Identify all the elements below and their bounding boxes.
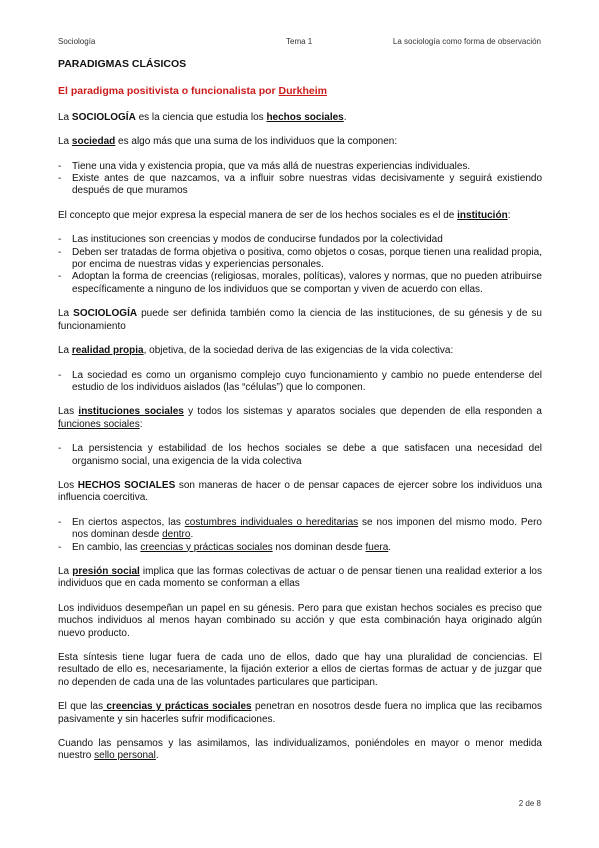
list-item xyxy=(58,517,542,542)
list-item: - Deben ser tratadas de forma objetiva o positiva, como objetos o cosas, porque tienen una realidad propia, por encima de nuestras vidas y experiencias personales. xyxy=(58,247,542,272)
header-topic: Tema 1 xyxy=(286,37,313,46)
paragraph-11 xyxy=(58,701,542,726)
p3-text-a: El concepto que mejor expresa la especial manera de ser de los hechos sociales es el de xyxy=(58,209,458,221)
subtitle-text: El paradigma positivista o funcionalista por xyxy=(58,85,279,98)
list-item xyxy=(58,542,542,554)
paragraph-4 xyxy=(58,308,542,333)
p1-text-c: es la ciencia que estudia los xyxy=(135,111,267,123)
list-item: - Existe antes de que nazcamos, va a influir sobre nuestras vidas decisivamente y seguirá existiendo después de que muramos xyxy=(58,173,542,198)
paragraph-12 xyxy=(58,738,542,763)
p1-text-a: La xyxy=(58,111,72,123)
paragraph-10: Esta síntesis tiene lugar fuera de cada uno de ellos, dado que hay una pluralidad de conciencias. El resultado de ello es, necesariamente, la fijación exterior a ellos de ciertas formas de actuar y de juzgar que no dependen de cada una de las voluntades particulares que participan. xyxy=(58,652,542,688)
p2-text-a: La xyxy=(58,136,72,148)
subtitle-author: Durkheim xyxy=(278,85,327,98)
paragraph-6 xyxy=(58,406,542,431)
section-subtitle xyxy=(58,85,542,97)
list-2 xyxy=(58,234,542,296)
p11-text-a: El que las xyxy=(58,701,104,713)
l5-2-text-e: . xyxy=(388,541,392,553)
paragraph-3 xyxy=(58,210,542,222)
list-4 xyxy=(58,443,542,468)
p12-text-c: . xyxy=(155,750,159,762)
l5-2-text-c: nos dominan desde xyxy=(272,541,366,553)
list-item: - La persistencia y estabilidad de los hechos sociales se debe a que satisfacen una necesidad del organismo social, una exigencia de la vida colectiva xyxy=(58,443,542,468)
l5-2-underlined: creencias y prácticas sociales xyxy=(140,541,273,553)
page-number: 2 de 8 xyxy=(518,799,541,808)
p4-text-a: La xyxy=(58,308,74,320)
p5-text-c: , objetiva, de la sociedad deriva de las exigencias de la vida colectiva: xyxy=(143,345,454,357)
l5-1-text-c: se nos imponen del mismo modo. Pero nos dominan desde xyxy=(72,516,542,541)
p2-text-c: es algo más que una suma de los individuos que la componen: xyxy=(115,136,398,148)
p5-term: realidad propia xyxy=(71,345,144,357)
list-item: - Adoptan la forma de creencias (religiosas, morales, políticas), valores y normas, que no pueden atribuirse específicamente a ninguno de los individuos que se comportan y viven de acuerdo con ellas. xyxy=(58,271,542,296)
paragraph-7 xyxy=(58,480,542,505)
l5-1-underlined: costumbres individuales o hereditarias xyxy=(184,516,359,528)
p8-text-a: La xyxy=(58,565,73,577)
p12-underlined: sello personal xyxy=(94,750,156,762)
p4-bold: SOCIOLOGÍA xyxy=(73,308,138,320)
list-5 xyxy=(58,517,542,554)
list-item: - Tiene una vida y existencia propia, que va más allá de nuestras experiencias individuales. xyxy=(58,161,542,173)
p1-bold: SOCIOLOGÍA xyxy=(71,111,136,123)
p6-text-a: Las xyxy=(58,406,79,418)
paragraph-8 xyxy=(58,566,542,591)
list-item: - La sociedad es como un organismo complejo cuyo funcionamiento y cambio no puede entenderse del estudio de los individuos aislados (las “células”) que lo componen. xyxy=(58,370,542,395)
p7-text-a: Los xyxy=(58,479,78,491)
p4-text-c: puede ser definida también como la ciencia de las instituciones, de su génesis y de su funcionamiento xyxy=(58,308,542,332)
l5-2-text-a: En cambio, las xyxy=(72,541,141,553)
p3-term: institución xyxy=(457,209,508,221)
p6-underlined: funciones sociales xyxy=(58,418,140,430)
list-item: - Las instituciones son creencias y modos de conducirse fundados por la colectividad xyxy=(58,234,542,246)
p12-text-a: Cuando las pensamos y las asimilamos, las individualizamos, poniéndoles en mayor o menor medida nuestro xyxy=(58,738,542,762)
p7-text-c: son maneras de hacer o de pensar capaces de ejercer sobre los individuos una influencia coercitiva. xyxy=(58,479,543,504)
l5-1-underlined-2: dentro xyxy=(162,529,191,541)
p6-text-e: : xyxy=(139,418,143,430)
p1-text-e: . xyxy=(343,111,347,123)
p6-term: instituciones sociales xyxy=(78,406,184,418)
p3-text-c: : xyxy=(507,209,511,221)
paragraph-2 xyxy=(58,136,542,148)
p8-term: presión social xyxy=(72,565,140,577)
paragraph-9: Los individuos desempeñan un papel en su génesis. Pero para que existan hechos sociales es preciso que muchos individuos al menos hayan combinado su acción y que esta combinación haya originado algún nuevo producto. xyxy=(58,602,542,639)
p8-text-c: implica que las formas colectivas de actuar o de pensar tienen una realidad exterior a los individuos que en cada momento se conforman a ellas xyxy=(58,565,542,590)
l5-2-underlined-2: fuera xyxy=(365,541,389,553)
p1-term: hechos sociales xyxy=(266,111,344,123)
header-subject: Sociología xyxy=(58,37,96,46)
p7-bold: HECHOS SOCIALES xyxy=(77,479,176,491)
page-content xyxy=(58,58,542,775)
l5-1-text-a: En ciertos aspectos, las xyxy=(72,516,185,528)
list-3 xyxy=(58,370,542,395)
list-1 xyxy=(58,161,542,198)
paragraph-5 xyxy=(58,345,542,357)
page-title: PARADIGMAS CLÁSICOS xyxy=(58,58,187,70)
p5-text-a: La xyxy=(58,345,72,357)
p6-text-c: y todos los sistemas y aparatos sociales que dependen de ella responden a xyxy=(183,406,542,418)
p11-term: creencias y prácticas sociales xyxy=(103,701,252,713)
paragraph-1 xyxy=(58,112,542,124)
p2-term: sociedad xyxy=(71,136,116,148)
page-header xyxy=(58,37,541,49)
header-section: La sociología como forma de observación xyxy=(392,37,541,46)
l5-1-text-e: . xyxy=(190,529,194,541)
p11-text-c: penetran en nosotros desde fuera no implica que las recibamos pasivamente y sin hacerles sufrir modificaciones. xyxy=(58,701,542,725)
